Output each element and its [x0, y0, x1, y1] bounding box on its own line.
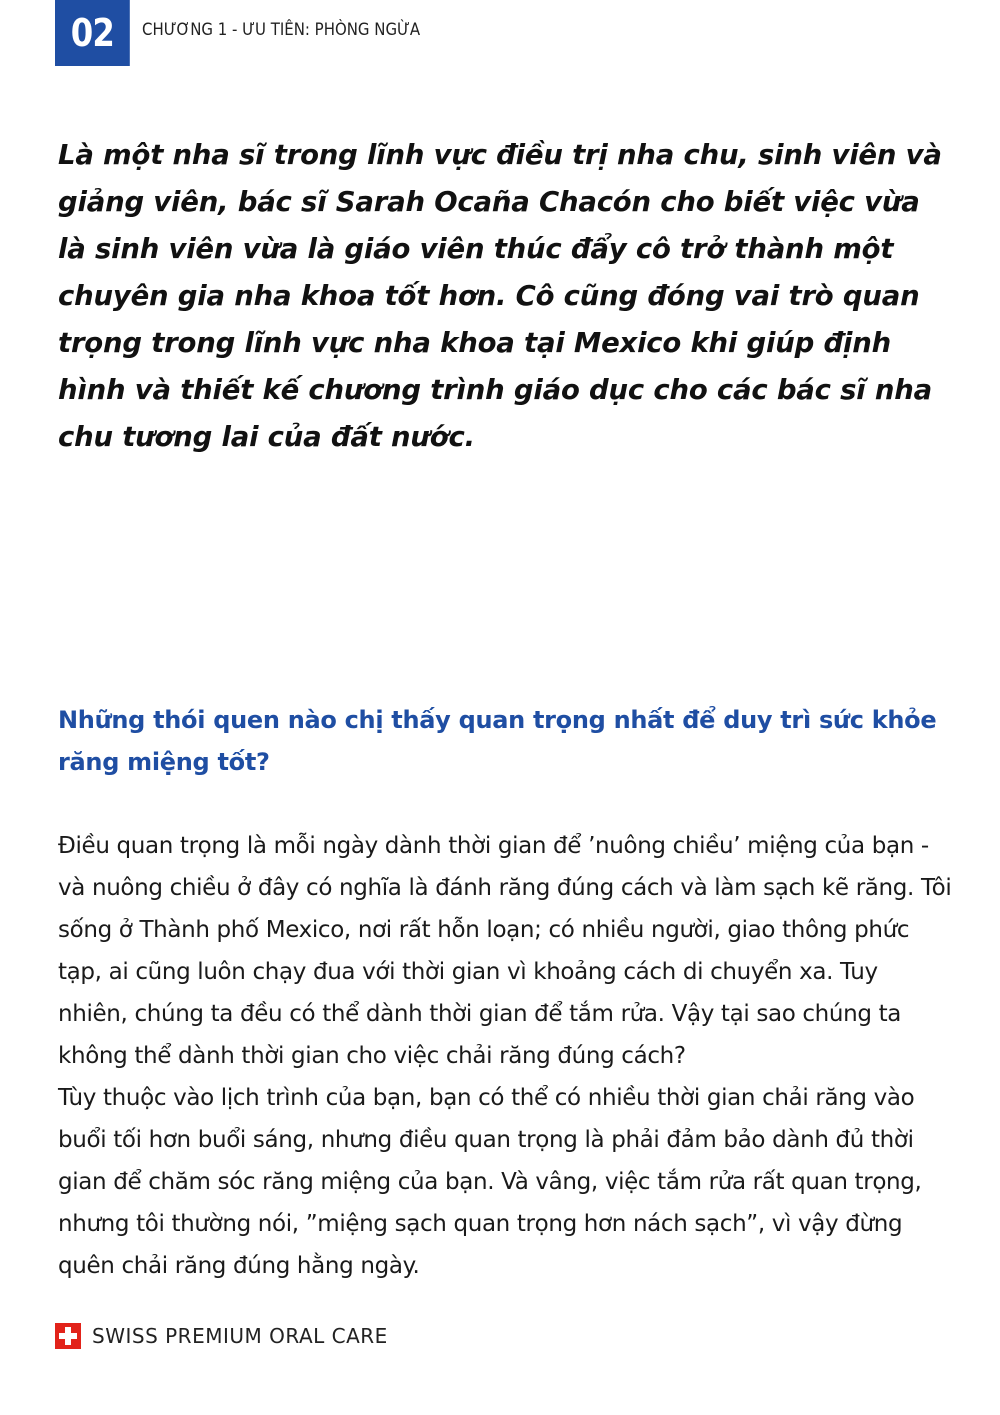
intro-paragraph: Là một nha sĩ trong lĩnh vực điều trị nha chu, sinh viên và giảng viên, bác sĩ Sarah Ocaña Chacón cho biết việc vừa là sinh viên vừa là giáo viên thúc đẩy cô trở thành một chuyên gia nha khoa tốt hơn. Cô cũng đóng vai trò quan trọng trong lĩnh vực nha khoa tại Mexico khi giúp định hình và thiết kế chương trình giáo dục cho các bác sĩ nha chu tương lai của đất nước. [58, 139, 942, 453]
footer [55, 1322, 388, 1350]
page-number-badge: 02 [55, 0, 130, 66]
answer-paragraph-2: Tùy thuộc vào lịch trình của bạn, bạn có thể có nhiều thời gian chải răng vào buổi tối hơn buổi sáng, nhưng điều quan trọng là phải đảm bảo dành đủ thời gian để chăm sóc răng miệng của bạn. Và vâng, việc tắm rửa rất quan trọng, nhưng tôi thường nói, ”miệng sạch quan trọng hơn nách sạch”, vì vậy đừng quên chải răng đúng hằng ngày. [58, 1085, 922, 1279]
answer-paragraph-1: Điều quan trọng là mỗi ngày dành thời gian để ’nuông chiều’ miệng của bạn - và nuông chiều ở đây có nghĩa là đánh răng đúng cách và làm sạch kẽ răng. Tôi sống ở Thành phố Mexico, nơi rất hỗn loạn; có nhiều người, giao thông phức tạp, ai cũng luôn chạy đua với thời gian vì khoảng cách di chuyển xa. Tuy nhiên, chúng ta đều có thể dành thời gian để tắm rửa. Vậy tại sao chúng ta không thể dành thời gian cho việc chải răng đúng cách? [58, 833, 952, 1069]
brand-name: SWISS PREMIUM ORAL CARE [92, 1324, 388, 1348]
chapter-title: CHƯƠNG 1 - ƯU TIÊN: PHÒNG NGỪA [142, 20, 421, 40]
answer-body [58, 825, 953, 1287]
interview-question: Những thói quen nào chị thấy quan trọng nhất để duy trì sức khỏe răng miệng tốt? [58, 706, 937, 776]
swiss-cross-icon [55, 1323, 81, 1349]
